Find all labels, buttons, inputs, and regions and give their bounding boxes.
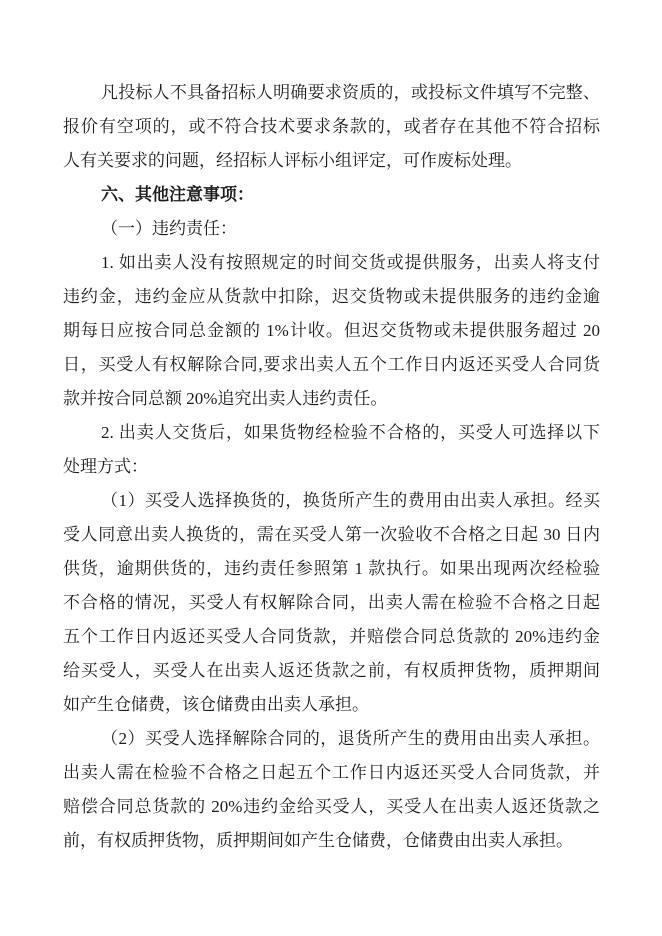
- body-paragraph: [63, 722, 600, 858]
- text-line: 前，有权质押货物，质押期间如产生仓储费，仓储费由出卖人承担。: [63, 831, 573, 850]
- text-line: 报价有空项的，或不符合技术要求条款的，或者存在其他不符合招标: [63, 117, 600, 136]
- section-heading: [63, 178, 600, 212]
- text-line: 给买受人，买受人在出卖人返还货款之前，有权质押货物，质押期间: [63, 661, 600, 680]
- text-line: 违约金，违约金应从货款中扣除，迟交货物或未提供服务的违约金逾: [63, 287, 600, 306]
- text-line: 2. 出卖人交货后，如果货物经检验不合格的，买受人可选择以下: [101, 423, 600, 442]
- text-line: 1. 如出卖人没有按照规定的时间交货或提供服务，出卖人将支付: [101, 253, 600, 272]
- body-paragraph: [63, 76, 600, 178]
- body-paragraph: [63, 416, 600, 484]
- text-line: 供货，逾期供货的，违约责任参照第 1 款执行。如果出现两次经检验: [63, 559, 600, 578]
- text-line: 不合格的情况，买受人有权解除合同，出卖人需在检验不合格之日起: [63, 593, 600, 612]
- text-line: （1）买受人选择换货的，换货所产生的费用由出卖人承担。经买: [101, 491, 600, 510]
- text-line: 五个工作日内返还买受人合同货款，并赔偿合同总货款的 20%违约金: [63, 627, 600, 646]
- text-line: 如产生仓储费，该仓储费由出卖人承担。: [63, 695, 369, 714]
- text-line: 受人同意出卖人换货的，需在买受人第一次验收不合格之日起 30 日内: [63, 525, 600, 544]
- text-line: 凡投标人不具备招标人明确要求资质的，或投标文件填写不完整、: [101, 83, 600, 102]
- subsection-label: [63, 212, 600, 246]
- text-line: 赔偿合同总货款的 20%违约金给买受人，买受人在出卖人返还货款之: [63, 797, 600, 816]
- text-line: （2）买受人选择解除合同的，退货所产生的费用由出卖人承担。: [101, 729, 600, 748]
- text-line: 款并按合同总额 20%追究出卖人违约责任。: [63, 389, 388, 408]
- text-line: 日，买受人有权解除合同,要求出卖人五个工作日内返还买受人合同货: [63, 355, 600, 374]
- body-paragraph: [63, 484, 600, 722]
- text-line: 期每日应按合同总金额的 1%计收。但迟交货物或未提供服务超过 20: [63, 321, 600, 340]
- text-line: 出卖人需在检验不合格之日起五个工作日内返还买受人合同货款，并: [63, 763, 600, 782]
- text-line: 处理方式：: [63, 457, 148, 476]
- body-paragraph: [63, 246, 600, 416]
- text-line: 六、其他注意事项：: [101, 185, 254, 204]
- text-line: 人有关要求的问题，经招标人评标小组评定，可作废标处理。: [63, 151, 522, 170]
- text-line: （一）违约责任：: [101, 219, 237, 238]
